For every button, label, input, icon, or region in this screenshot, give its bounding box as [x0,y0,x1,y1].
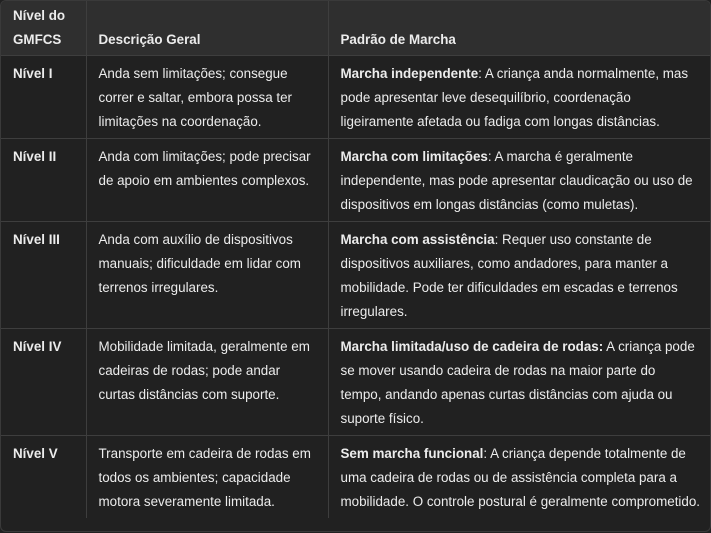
gmfcs-gait-table [1,1,710,518]
gait-title: Marcha com limitações [340,149,488,164]
cell-description: Transporte em cadeira de rodas em todos os ambientes; capacidade motora severamente limitada. [86,436,328,519]
table-row [1,56,710,139]
gait-text: : A criança depende totalmente de uma cadeira de rodas ou de assistência completa para a mobilidade. O controle postural é geralmente comprometido. [340,446,701,509]
cell-level: Nível I [1,56,86,139]
cell-gait [328,329,710,436]
gait-text: : Requer uso constante de dispositivos auxiliares, como andadores, para manter a mobilidade. Pode ter dificuldades em escadas e terrenos irregulares. [340,232,678,319]
cell-level: Nível III [1,222,86,329]
cell-gait [328,436,710,519]
cell-gait [328,56,710,139]
cell-description: Anda sem limitações; consegue correr e saltar, embora possa ter limitações na coordenação. [86,56,328,139]
gait-title: Marcha limitada/uso de cadeira de rodas: [340,339,604,354]
gait-title: Sem marcha funcional [340,446,484,461]
cell-gait [328,222,710,329]
header-description: Descrição Geral [86,1,328,56]
table-row [1,329,710,436]
gait-title: Marcha independente [340,66,479,81]
cell-level: Nível V [1,436,86,519]
header-level: Nível do GMFCS [1,1,86,56]
cell-gait [328,139,710,222]
gait-text: : A marcha é geralmente independente, mas pode apresentar claudicação ou uso de dispositivos em longas distâncias (como muletas). [340,149,693,212]
table-row [1,436,710,519]
table-row [1,222,710,329]
cell-description: Anda com auxílio de dispositivos manuais; dificuldade em lidar com terrenos irregulares. [86,222,328,329]
table-row [1,139,710,222]
cell-description: Anda com limitações; pode precisar de apoio em ambientes complexos. [86,139,328,222]
table-header-row [1,1,710,56]
gait-text: A criança pode se mover usando cadeira de rodas na maior parte do tempo, andando apenas curtas distâncias com ajuda ou suporte físico. [340,339,695,426]
cell-level: Nível II [1,139,86,222]
gait-title: Marcha com assistência [340,232,495,247]
cell-description: Mobilidade limitada, geralmente em cadeiras de rodas; pode andar curtas distâncias com suporte. [86,329,328,436]
cell-level: Nível IV [1,329,86,436]
header-gait-pattern: Padrão de Marcha [328,1,710,56]
gait-text: : A criança anda normalmente, mas pode apresentar leve desequilíbrio, coordenação ligeiramente afetada ou fadiga com longas distâncias. [340,66,689,129]
